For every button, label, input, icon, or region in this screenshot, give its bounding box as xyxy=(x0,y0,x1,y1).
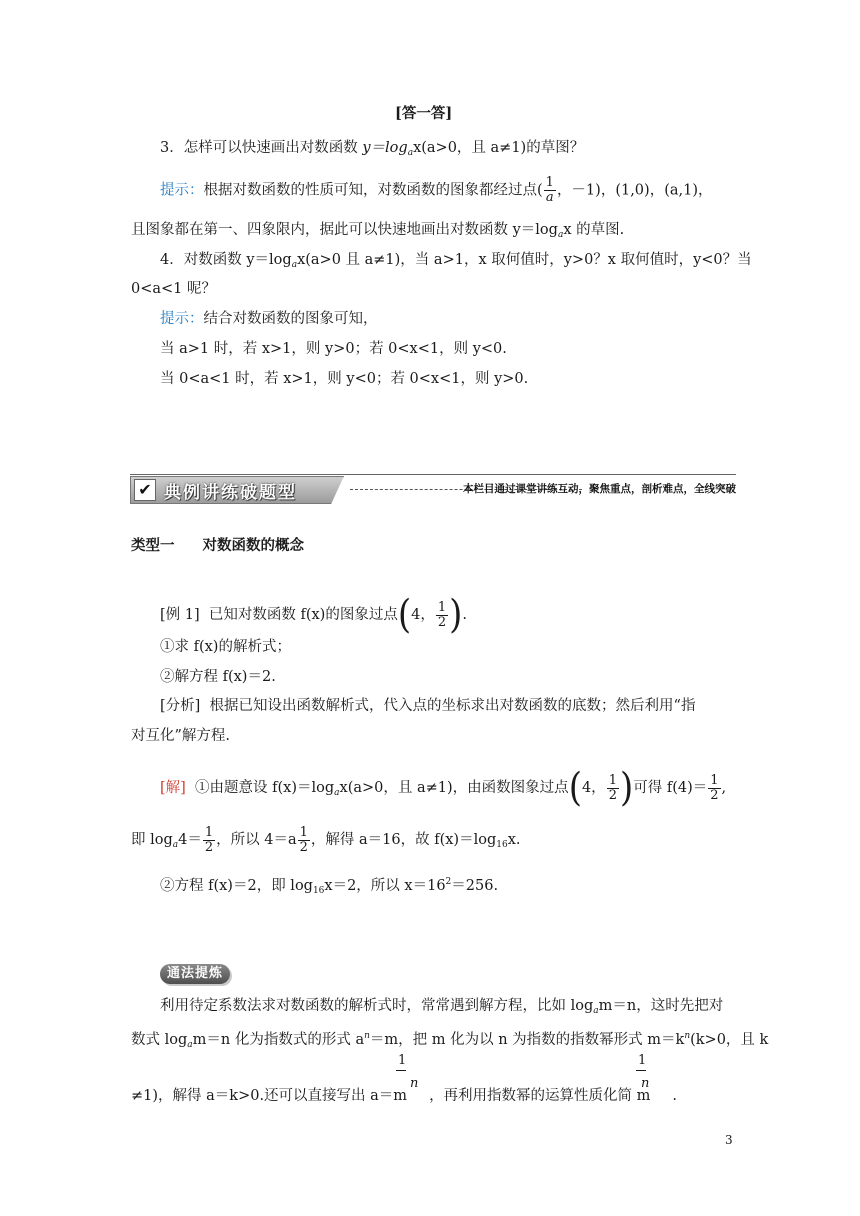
question-3: 3．怎样可以快速画出对数函数 $y=\log_ax(a>0$，且 a≠1)的草图？ xyxy=(160,140,585,158)
method-line-1: 利用待定系数法求对数函数的解析式时，常常遇到解方程，比如 $\log_am=n$，这时先把对 xyxy=(160,998,724,1016)
question-4-line-1: 4．对数函数 $y=\log_ax(a>0$ 且 a≠1)，当 a>1，x 取何值时，y>0？x 取何值时，y<0？当 xyxy=(160,252,752,270)
section-banner xyxy=(130,474,736,504)
exponent-bar xyxy=(636,1070,646,1071)
example-item-1: ①求 f(x)的解析式； xyxy=(160,639,291,655)
exponent-numerator: 1 xyxy=(638,1053,647,1068)
fraction: $\frac{1}{2}$ xyxy=(437,599,447,630)
analysis-line-1: [分析] 根据已知设出函数解析式，代入点的坐标求出对数函数的底数；然后利用“指 xyxy=(160,698,696,714)
solution-line-2: 即 $\log_a4=$ $\frac{1}{2}$ ，所以 4＝a $\frac{1}{2}$ ，解得 a＝16，故 $f(x)=\log_{16}x$. xyxy=(131,824,521,855)
solution-line-3: ②方程 f(x)＝2，即 $\log_{16}x=2$，所以 $x=16^2=256$. xyxy=(160,877,499,896)
fraction: $\frac{1}{2}$ xyxy=(299,824,308,855)
hint-3-line-2: 且图象都在第一、四象限内，据此可以快速地画出对数函数 $y=\log_ax$ 的草图. xyxy=(131,222,625,240)
method-line-2: 数式 $\log_am=n$ 化为指数式的形式 $a^n=m$，把 m 化为以 n 为指数的指数幂形式 $m=k^n(k>0$，且 k xyxy=(131,1031,769,1050)
banner-title: 典例讲练破题型 xyxy=(164,483,297,503)
fraction: $\frac{1}{2}$ xyxy=(608,772,617,803)
fraction: $\frac{1}{2}$ xyxy=(204,824,214,855)
analysis-line-2: 对互化”解方程. xyxy=(131,728,231,744)
hint-3-line-1: 提示：根据对数函数的性质可知，对数函数的图象都经过点( $\frac{1}{a}$ ，－1)，(1,0)，(a,1)， xyxy=(160,175,713,205)
question-4-line-2: 0<a<1 呢？ xyxy=(131,281,217,297)
fraction: $\frac{1}{a}$ xyxy=(545,175,554,205)
hint-4-case-2: 当 0<a<1 时，若 x>1，则 y<0；若 0<x<1，则 y>0. xyxy=(160,371,529,387)
exponent-denominator: n xyxy=(410,1076,419,1091)
solution-line-1: [解] ①由题意设 $f(x)=\log_ax(a>0$，且 a≠1)，由函数图象过点(4， $\frac{1}{2}$ )可得 f(4)＝ $\frac{1}{2}$ , xyxy=(160,765,727,811)
method-badge: 通法提炼 xyxy=(160,964,230,984)
example-item-2: ②解方程 f(x)＝2. xyxy=(160,669,276,685)
exponent-bar xyxy=(396,1070,406,1071)
fraction: $\frac{1}{2}$ xyxy=(710,772,719,803)
hint-label: 提示： xyxy=(160,182,204,199)
qa-header: [答一答] xyxy=(395,105,453,122)
page-number: 3 xyxy=(725,1133,733,1147)
example-label: [例 1] xyxy=(160,607,200,623)
checkmark-icon: ✔ xyxy=(134,479,156,501)
type-heading: 类型一 对数函数的概念 xyxy=(131,537,304,554)
hint-4-case-1: 当 a>1 时，若 x>1，则 y>0；若 0<x<1，则 y<0. xyxy=(160,341,507,357)
analysis-label: [分析] xyxy=(160,698,201,714)
method-line-3: ≠1)，解得 a＝k>0.还可以直接写出 a＝m ，再利用指数幂的运算性质化简 m . xyxy=(131,1088,678,1104)
solution-label: [解] xyxy=(160,780,186,796)
hint-label: 提示： xyxy=(160,311,204,327)
exponent-numerator: 1 xyxy=(398,1053,407,1068)
exponent-denominator: n xyxy=(641,1076,650,1091)
banner-rule xyxy=(130,474,736,475)
example-1: [例 1] 已知对数函数 f(x)的图象过点(4， $\frac{1}{2}$ ). xyxy=(160,592,467,638)
banner-description: 本栏目通过课堂讲练互动，聚焦重点，剖析难点，全线突破 xyxy=(463,483,736,495)
hint-4: 提示：结合对数函数的图象可知， xyxy=(160,311,378,327)
